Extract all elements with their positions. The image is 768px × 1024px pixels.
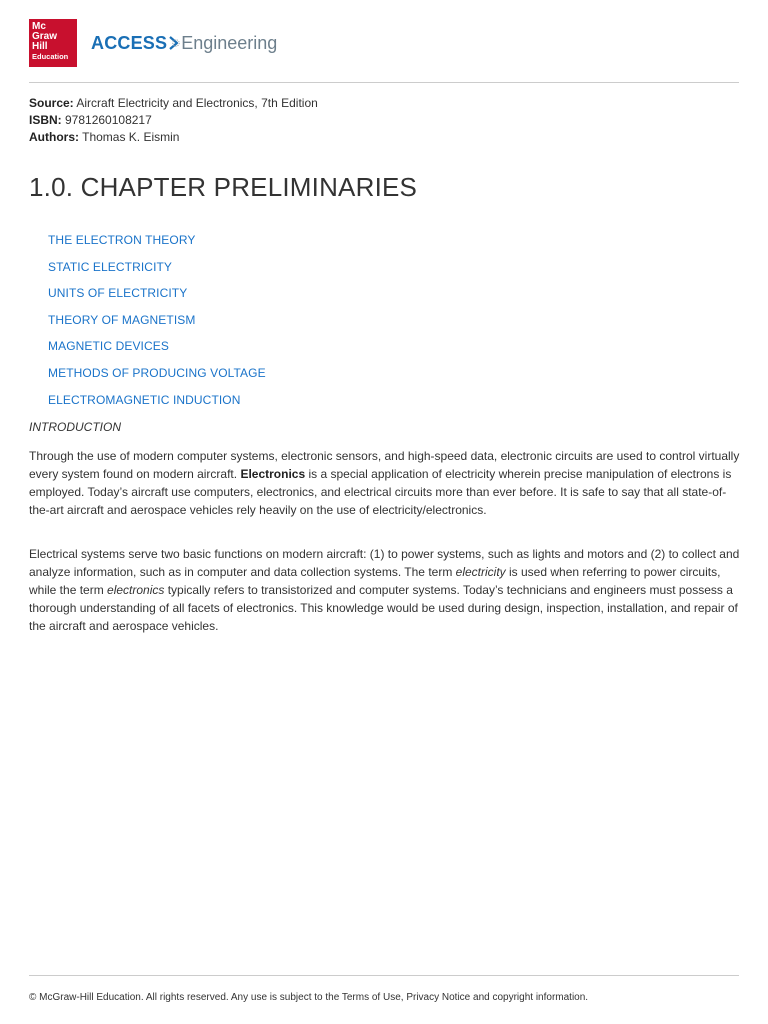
intro-paragraph-1: [29, 447, 741, 519]
page-header: [29, 19, 739, 67]
mcgraw-hill-logo[interactable]: [29, 19, 77, 67]
authors-label: Authors:: [29, 130, 79, 144]
para2-text-c: is used when referring to power circuits, while the term: [29, 565, 721, 597]
toc-link-magnetic-devices[interactable]: MAGNETIC DEVICES: [48, 339, 169, 354]
section-label-introduction: INTRODUCTION: [29, 420, 121, 434]
para1-bold-term: Electronics: [240, 467, 306, 481]
footer-divider: [29, 975, 739, 976]
brand-access-text: ACCESS: [91, 32, 168, 53]
toc-link-electromagnetic-induction[interactable]: ELECTROMAGNETIC INDUCTION: [48, 392, 241, 407]
page-title: 1.0. CHAPTER PRELIMINARIES: [29, 172, 418, 202]
toc-link-units-of-electricity[interactable]: UNITS OF ELECTRICITY: [48, 286, 188, 301]
isbn-value: 9781260108217: [61, 113, 152, 127]
brand-engineering-text: Engineering: [181, 32, 278, 53]
toc-item: [48, 284, 266, 311]
toc-link-theory-of-magnetism[interactable]: THEORY OF MAGNETISM: [48, 312, 196, 327]
logo-line-3: Hill: [32, 41, 48, 52]
book-metadata: [29, 95, 318, 146]
logo-line-2: Graw: [32, 31, 58, 42]
para1-text-a: Through the use of modern computer systems, electronic sensors, and high-speed data, electronic circuits are used to control virtually every system found on modern aircraft.: [29, 449, 740, 481]
para2-italic-term-1: electricity: [455, 565, 506, 579]
logo-line-4: Education: [32, 52, 69, 61]
intro-paragraph-2: [29, 545, 741, 635]
header-divider: [29, 82, 739, 83]
isbn-label: ISBN:: [29, 113, 62, 127]
source-label: Source:: [29, 96, 74, 110]
toc-item: [48, 311, 266, 338]
access-engineering-logo[interactable]: [91, 32, 277, 54]
para2-text-a: Electrical systems serve two basic functions on modern aircraft: (1) to power systems, such as lights and motors and (2) to collect and analyze information, such as in computer and data collection systems. The term: [29, 547, 740, 579]
isbn-row: [29, 112, 318, 129]
para1-text-c: is a special application of electricity wherein precise manipulation of electrons is employed. Today’s aircraft use computers, electronics, and electrical circuits more than ever before. It is safe to say that all state-of-the-art aircraft and aerospace vehicles rely heavily on the use of electricity/electronics.: [29, 467, 732, 517]
toc-item: [48, 364, 266, 391]
toc-item: [48, 391, 266, 418]
authors-value: Thomas K. Eismin: [79, 130, 180, 144]
gear-icon: [168, 34, 180, 52]
toc-link-static-electricity[interactable]: STATIC ELECTRICITY: [48, 259, 173, 274]
toc-item: [48, 258, 266, 285]
copyright-footer: © McGraw-Hill Education. All rights reserved. Any use is subject to the Terms of Use, Privacy Notice and copyright information.: [29, 992, 589, 1003]
table-of-contents: [48, 231, 266, 417]
toc-link-producing-voltage[interactable]: METHODS OF PRODUCING VOLTAGE: [48, 365, 266, 380]
toc-item: [48, 337, 266, 364]
para2-text-e: typically refers to transistorized and computer systems. Today’s technicians and engineers must possess a thorough understanding of all facets of electronics. This knowledge would be used during design, inspection, installation, and repair of the aircraft and aerospace vehicles.: [29, 583, 738, 633]
source-value: Aircraft Electricity and Electronics, 7th Edition: [73, 96, 318, 110]
toc-item: [48, 231, 266, 258]
toc-link-electron-theory[interactable]: THE ELECTRON THEORY: [48, 233, 196, 247]
para2-italic-term-2: electronics: [107, 583, 165, 597]
authors-row: [29, 129, 318, 146]
logo-line-1: Mc: [32, 21, 46, 32]
source-row: [29, 95, 318, 112]
